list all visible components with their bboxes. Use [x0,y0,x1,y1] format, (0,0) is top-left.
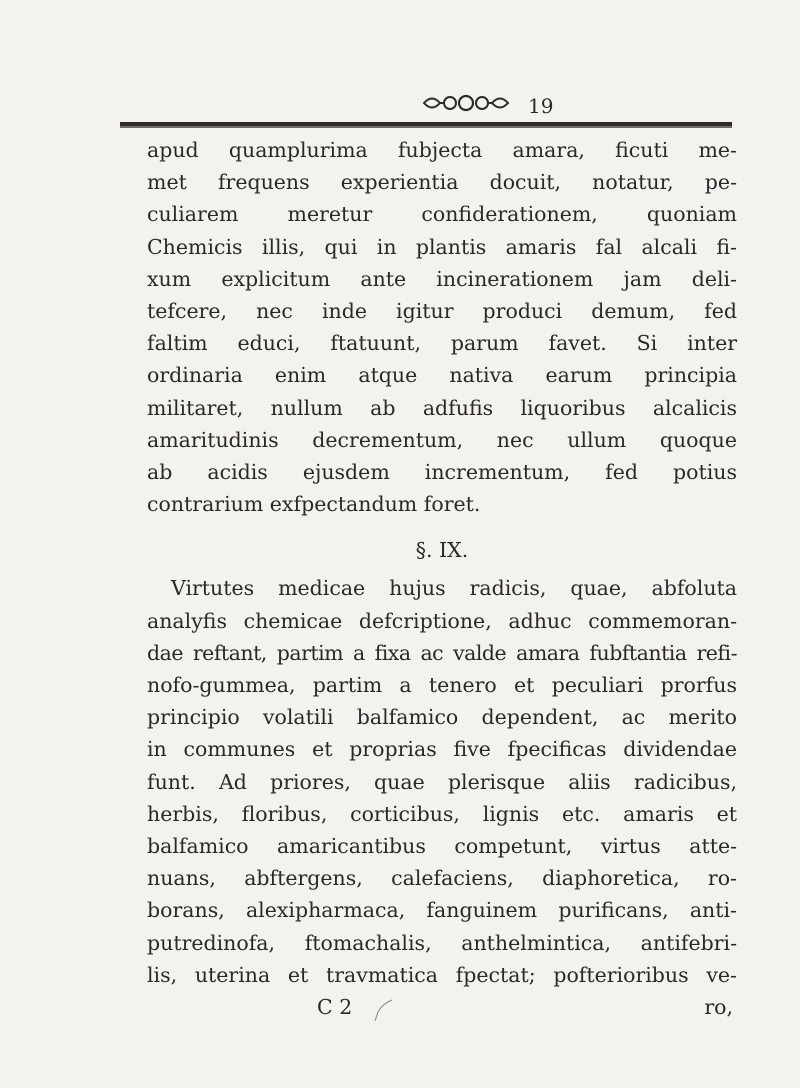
text-line: Chemicis illis, qui in plantis amaris fal alcali fi- [147,234,737,259]
text-line: borans, alexipharmaca, fanguinem purificans, anti- [147,898,737,923]
pen-mark-icon [372,998,396,1022]
text-line: dae reftant, partim a fixa ac valde amara fubftantia refi- [147,640,737,665]
text-line: analyfis chemicae defcriptione, adhuc commemoran- [147,608,737,633]
text-line: faltim educi, ftatuunt, parum favet. Si inter [147,331,737,356]
paragraph [147,134,737,520]
text-line: met frequens experientia docuit, notatur, pe- [147,170,737,195]
header-rule [120,122,732,130]
body-text [147,134,737,1023]
page-footer [147,991,737,1023]
paragraph [147,572,737,990]
text-line: principio volatili balfamico dependent, ac merito [147,705,737,730]
text-line: ab acidis ejusdem incrementum, fed potius [147,459,737,484]
text-line: herbis, floribus, corticibus, lignis etc. amaris et [147,801,737,826]
text-line: xum explicitum ante incinerationem jam deli- [147,266,737,291]
ornament-icon [420,92,512,114]
text-line: lis, uterina et travmatica fpectat; pofterioribus ve- [147,962,737,987]
text-line: contrarium exfpectandum foret. [147,492,481,517]
catchword: ro, [704,994,733,1019]
text-line: ordinaria enim atque nativa earum principia [147,363,737,388]
text-line: tefcere, nec inde igitur produci demum, fed [147,298,737,323]
text-line: funt. Ad priores, quae plerisque aliis radicibus, [147,769,737,794]
text-line: apud quamplurima fubjecta amara, ficuti me- [147,138,737,162]
text-line: militaret, nullum ab adfufis liquoribus alcalicis [147,395,737,420]
page-number: 19 [528,94,554,118]
section-heading: §. IX. [415,538,469,563]
text-line: amaritudinis decrementum, nec ullum quoque [147,427,737,452]
text-line: Virtutes medicae hujus radicis, quae, abfoluta [171,576,737,601]
signature-mark: C 2 [317,994,353,1019]
text-line: balfamico amaricantibus competunt, virtus atte- [147,833,737,858]
text-line: in communes et proprias five fpecificas dividendae [147,737,737,762]
text-line: culiarem meretur confiderationem, quoniam [147,202,737,227]
text-line: nofo-gummea, partim a tenero et peculiari prorfus [147,673,737,697]
text-line: putredinofa, ftomachalis, anthelmintica, antifebri- [147,930,737,955]
text-line: nuans, abftergens, calefaciens, diaphoretica, ro- [147,866,737,891]
